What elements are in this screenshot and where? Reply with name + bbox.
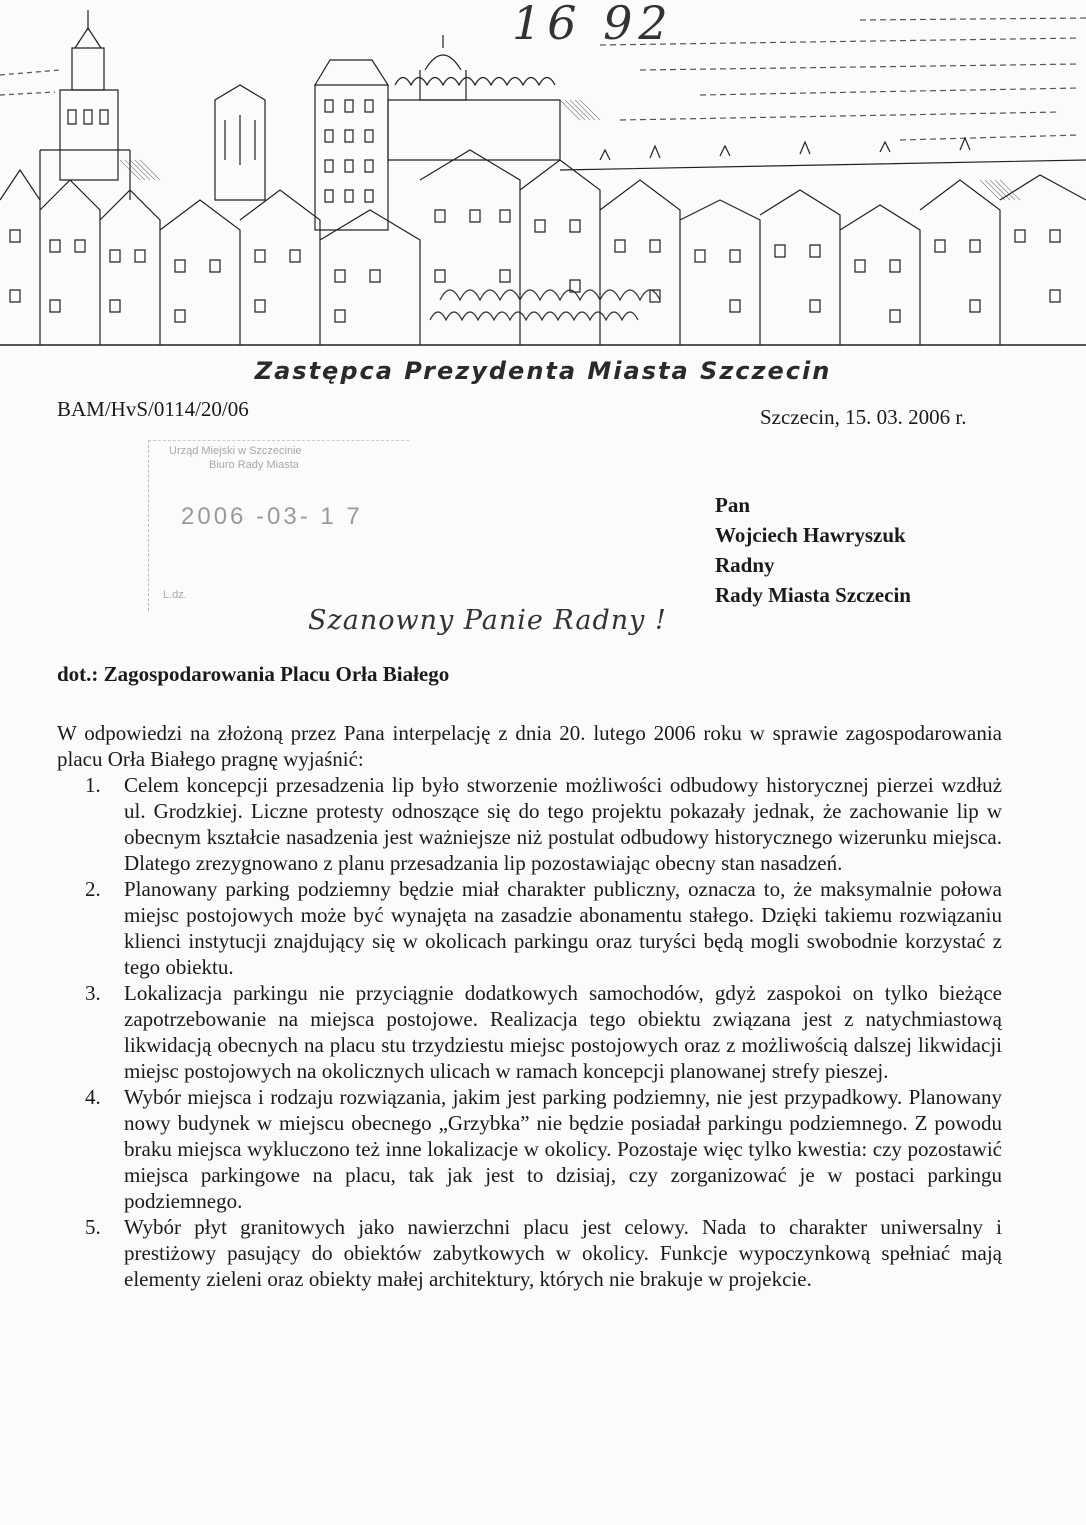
stamp-date: 2006 -03- 1 7 <box>181 503 363 530</box>
list-item <box>57 772 1002 876</box>
list-item-text: Celem koncepcji przesadzenia lip było stworzenie możliwości odbudowy historycznej pierzei wzdłuż ul. Grodzkiej. Liczne protesty odnoszące się do tego projektu pokazały jednak, że zachowanie lip w obecnym kształcie nasadzenia jest ważniejsze niż postulat odbudowy historycznego wizerunku miejsca. Dlatego zrezygnowano z planu przesadzania lip pozostawiając obecny stan nasadzeń. <box>124 773 1002 875</box>
city-panorama-illustration <box>0 0 1086 352</box>
letterhead-title: Zastępca Prezydenta Miasta Szczecin <box>254 357 832 385</box>
list-item-text: Planowany parking podziemny będzie miał charakter publiczny, oznacza to, że maksymalnie połowa miejsc postojowych może być wynajęta na zasadzie abonamentu stałego. Dzięki takiemu rozwiązaniu klienci instytucji znajdujący się w okolicach parkingu oraz turyści będą mogli swobodnie korzystać z tego obiektu. <box>124 877 1002 979</box>
recipient-role: Radny <box>715 553 775 577</box>
body-intro: W odpowiedzi na złożoną przez Pana interpelację z dnia 20. lutego 2006 roku w sprawie zagospodarowania placu Orła Białego pragnę wyjaśnić: <box>57 721 1002 771</box>
handwritten-number: 16 92 <box>512 0 674 50</box>
stamp-registry-line: L.dz. <box>163 589 187 601</box>
list-item-number: 2. <box>85 877 101 901</box>
received-stamp <box>148 440 409 611</box>
recipient-block <box>715 490 911 610</box>
letter-body <box>57 720 1002 1292</box>
handwritten-salutation: Szanowny Panie Radny ! <box>308 605 667 636</box>
list-item-number: 5. <box>85 1215 101 1239</box>
list-item-number: 4. <box>85 1085 101 1109</box>
subject-line: dot.: Zagospodarowania Placu Orła Białego <box>57 662 450 686</box>
list-item-text: Wybór płyt granitowych jako nawierzchni placu jest celowy. Nada to charakter uniwersalny i prestiżowy pasujący do obiektów zabytkowych w okolicy. Funkcje wypoczynkową spełniać mają elementy zieleni oraz obiekty małej architektury, których nie brakuje w projekcie. <box>124 1215 1002 1291</box>
list-item <box>57 1214 1002 1292</box>
place-date: Szczecin, 15. 03. 2006 r. <box>760 405 967 429</box>
reference-number: BAM/HvS/0114/20/06 <box>57 397 249 421</box>
stamp-office-line: Urząd Miejski w Szczecinie <box>169 445 302 457</box>
list-item-text: Wybór miejsca i rodzaju rozwiązania, jakim jest parking podziemny, nie jest przypadkowy. Planowany nowy budynek w miejscu obecnego „Grzybka” nie będzie posiadał parkingu podziemnego. Z powodu braku miejsca wykluczono też inne lokalizacje w okolicy. Pozostaje więc tylko kwestia: czy pozostawić miejsca parkingowe na placu, tak jak jest to dzisiaj, czy zorganizować je w postaci parkingu podziemnego. <box>124 1085 1002 1213</box>
list-item <box>57 876 1002 980</box>
stamp-department-line: Biuro Rady Miasta <box>209 459 299 471</box>
list-item-number: 3. <box>85 981 101 1005</box>
recipient-institution: Rady Miasta Szczecin <box>715 583 911 607</box>
list-item <box>57 980 1002 1084</box>
list-item-text: Lokalizacja parkingu nie przyciągnie dodatkowych samochodów, gdyż zaspokoi on tylko bieżące zapotrzebowanie na miejsca postojowe. Realizacja tego obiektu związana jest z natychmiastową likwidacją obecnych na placu stu trzydziestu miejsc postojowych oraz z możliwością dalszej likwidacji miejsc postojowych na okolicznych ulicach w ramach koncepcji planowanej strefy pieszej. <box>124 981 1002 1083</box>
recipient-title: Pan <box>715 493 751 517</box>
recipient-name: Wojciech Hawryszuk <box>715 523 906 547</box>
list-item <box>57 1084 1002 1214</box>
list-item-number: 1. <box>85 773 101 797</box>
